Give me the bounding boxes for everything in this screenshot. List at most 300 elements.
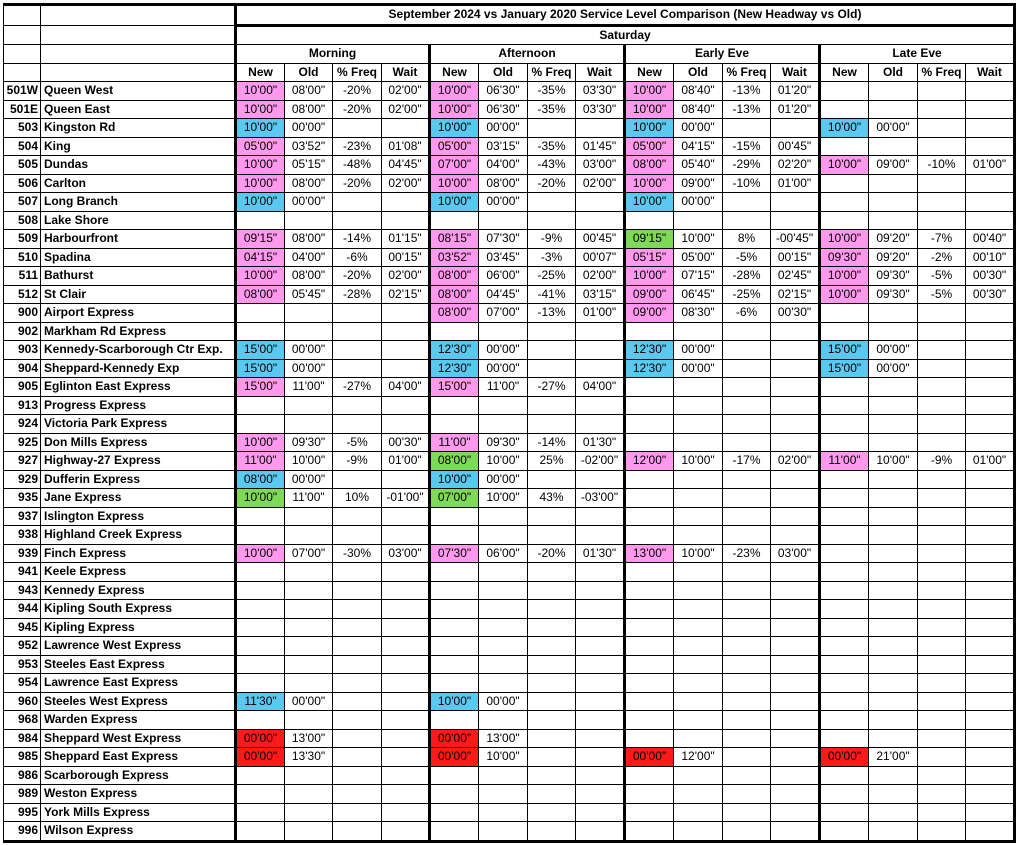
wait-change-cell — [382, 526, 430, 545]
old-headway-cell — [285, 618, 333, 637]
wait-change-cell: 03'15" — [576, 285, 625, 304]
new-headway-cell: 09'00" — [625, 285, 674, 304]
old-headway-cell — [479, 637, 528, 656]
day-header: Saturday — [236, 25, 1015, 45]
new-headway-cell: 08'00" — [430, 304, 479, 323]
new-headway-cell: 08'00" — [236, 285, 285, 304]
new-headway-cell — [820, 137, 869, 156]
new-headway-cell — [236, 655, 285, 674]
new-headway-cell — [820, 415, 869, 434]
wait-change-cell — [771, 378, 820, 397]
new-headway-cell: 11'00" — [820, 452, 869, 471]
old-headway-cell: 00'00" — [285, 470, 333, 489]
freq-change-cell — [918, 748, 966, 767]
old-headway-cell — [285, 822, 333, 842]
wait-change-cell: 03'00" — [576, 156, 625, 175]
wait-change-cell — [771, 785, 820, 804]
table-row — [4, 803, 1015, 822]
route-number: 989 — [4, 785, 41, 804]
new-headway-cell: 10'00" — [820, 230, 869, 249]
old-headway-cell — [285, 785, 333, 804]
freq-change-cell: -6% — [333, 248, 382, 267]
new-headway-cell: 12'30" — [625, 341, 674, 360]
old-headway-cell: 04'00" — [285, 248, 333, 267]
old-headway-cell: 09'30" — [869, 267, 918, 286]
wait-change-cell: 01'00" — [382, 452, 430, 471]
new-headway-cell: 10'00" — [625, 174, 674, 193]
route-name: Dufferin Express — [41, 470, 236, 489]
old-headway-cell: 10'00" — [479, 452, 528, 471]
new-headway-cell — [820, 433, 869, 452]
subheader-wait: Wait — [382, 63, 430, 82]
wait-change-cell — [771, 322, 820, 341]
route-name: Lake Shore — [41, 211, 236, 230]
new-headway-cell — [820, 785, 869, 804]
new-headway-cell — [820, 544, 869, 563]
wait-change-cell — [966, 748, 1015, 767]
wait-change-cell: 01'20" — [771, 82, 820, 101]
freq-change-cell — [918, 211, 966, 230]
subheader-freq: % Freq — [918, 63, 966, 82]
wait-change-cell: 02'00" — [382, 267, 430, 286]
route-number: 509 — [4, 230, 41, 249]
wait-change-cell — [382, 637, 430, 656]
freq-change-cell — [918, 711, 966, 730]
new-headway-cell — [625, 433, 674, 452]
old-headway-cell — [869, 655, 918, 674]
wait-change-cell — [771, 193, 820, 212]
freq-change-cell — [333, 563, 382, 582]
corner-cell — [4, 45, 41, 64]
wait-change-cell — [576, 581, 625, 600]
freq-change-cell: 25% — [528, 452, 576, 471]
wait-change-cell — [771, 507, 820, 526]
table-row — [4, 618, 1015, 637]
new-headway-cell — [820, 637, 869, 656]
new-headway-cell — [236, 563, 285, 582]
period-afternoon: Afternoon — [430, 45, 625, 64]
new-headway-cell — [430, 822, 479, 842]
table-row — [4, 729, 1015, 748]
subheader-new: New — [625, 63, 674, 82]
new-headway-cell — [820, 489, 869, 508]
freq-change-cell — [528, 766, 576, 785]
freq-change-cell — [333, 322, 382, 341]
wait-change-cell — [382, 470, 430, 489]
route-name: Steeles East Express — [41, 655, 236, 674]
wait-change-cell: -03'00" — [576, 489, 625, 508]
freq-change-cell — [528, 507, 576, 526]
route-number: 927 — [4, 452, 41, 471]
freq-change-cell: -14% — [333, 230, 382, 249]
freq-change-cell — [918, 137, 966, 156]
freq-change-cell — [723, 433, 771, 452]
new-headway-cell — [236, 637, 285, 656]
wait-change-cell — [382, 674, 430, 693]
wait-change-cell — [966, 637, 1015, 656]
table-row — [4, 267, 1015, 286]
new-headway-cell — [625, 563, 674, 582]
new-headway-cell — [236, 803, 285, 822]
route-number: 941 — [4, 563, 41, 582]
new-headway-cell — [430, 803, 479, 822]
freq-change-cell: -10% — [723, 174, 771, 193]
wait-change-cell — [771, 803, 820, 822]
wait-change-cell — [771, 489, 820, 508]
wait-change-cell — [576, 711, 625, 730]
wait-change-cell: 02'00" — [576, 267, 625, 286]
wait-change-cell — [966, 766, 1015, 785]
route-number: 900 — [4, 304, 41, 323]
freq-change-cell — [918, 637, 966, 656]
freq-change-cell — [333, 341, 382, 360]
new-headway-cell — [820, 803, 869, 822]
old-headway-cell — [479, 600, 528, 619]
route-name: Airport Express — [41, 304, 236, 323]
freq-change-cell: -15% — [723, 137, 771, 156]
freq-change-cell — [528, 211, 576, 230]
wait-change-cell — [966, 711, 1015, 730]
wait-change-cell — [966, 322, 1015, 341]
new-headway-cell — [820, 766, 869, 785]
wait-change-cell — [771, 396, 820, 415]
freq-change-cell — [918, 396, 966, 415]
wait-change-cell — [576, 748, 625, 767]
old-headway-cell — [674, 563, 723, 582]
wait-change-cell — [966, 674, 1015, 693]
route-name: Kipling South Express — [41, 600, 236, 619]
old-headway-cell — [674, 526, 723, 545]
subheader-wait: Wait — [966, 63, 1015, 82]
new-headway-cell: 10'00" — [625, 100, 674, 119]
freq-change-cell: -35% — [528, 100, 576, 119]
wait-change-cell — [576, 803, 625, 822]
freq-change-cell — [528, 600, 576, 619]
old-headway-cell: 09'00" — [869, 156, 918, 175]
freq-change-cell: -35% — [528, 137, 576, 156]
new-headway-cell: 05'00" — [430, 137, 479, 156]
new-headway-cell: 10'00" — [236, 174, 285, 193]
route-name: Warden Express — [41, 711, 236, 730]
freq-change-cell — [723, 507, 771, 526]
old-headway-cell: 08'00" — [285, 82, 333, 101]
old-headway-cell — [674, 637, 723, 656]
route-number: 507 — [4, 193, 41, 212]
wait-change-cell — [382, 341, 430, 360]
new-headway-cell: 07'00" — [430, 156, 479, 175]
new-headway-cell — [625, 618, 674, 637]
freq-change-cell — [918, 341, 966, 360]
old-headway-cell — [674, 711, 723, 730]
freq-change-cell — [918, 785, 966, 804]
freq-change-cell: -20% — [333, 267, 382, 286]
old-headway-cell — [285, 711, 333, 730]
freq-change-cell — [333, 785, 382, 804]
wait-change-cell — [382, 748, 430, 767]
freq-change-cell: -14% — [528, 433, 576, 452]
freq-change-cell — [918, 822, 966, 842]
freq-change-cell — [918, 322, 966, 341]
wait-change-cell — [382, 655, 430, 674]
new-headway-cell: 10'00" — [236, 267, 285, 286]
corner-cell — [41, 63, 236, 82]
wait-change-cell — [966, 415, 1015, 434]
new-headway-cell — [820, 711, 869, 730]
freq-change-cell: -30% — [333, 544, 382, 563]
freq-change-cell — [528, 193, 576, 212]
freq-change-cell — [333, 119, 382, 138]
new-headway-cell — [430, 637, 479, 656]
old-headway-cell: 11'00" — [285, 489, 333, 508]
wait-change-cell: 00'15" — [771, 248, 820, 267]
table-row — [4, 396, 1015, 415]
table-row — [4, 137, 1015, 156]
old-headway-cell — [674, 433, 723, 452]
table-row — [4, 193, 1015, 212]
freq-change-cell — [528, 581, 576, 600]
new-headway-cell: 10'00" — [236, 544, 285, 563]
wait-change-cell — [382, 822, 430, 842]
freq-change-cell: -20% — [528, 174, 576, 193]
route-number: 925 — [4, 433, 41, 452]
new-headway-cell — [430, 766, 479, 785]
day-row — [4, 25, 1015, 45]
wait-change-cell — [382, 304, 430, 323]
table-row — [4, 415, 1015, 434]
route-name: Bathurst — [41, 267, 236, 286]
wait-change-cell: 02'00" — [382, 100, 430, 119]
old-headway-cell: 09'20" — [869, 230, 918, 249]
new-headway-cell: 10'00" — [236, 156, 285, 175]
new-headway-cell — [820, 581, 869, 600]
old-headway-cell — [674, 766, 723, 785]
wait-change-cell: 00'45" — [771, 137, 820, 156]
freq-change-cell — [918, 100, 966, 119]
old-headway-cell: 00'00" — [869, 359, 918, 378]
route-number: 511 — [4, 267, 41, 286]
new-headway-cell: 10'00" — [625, 82, 674, 101]
wait-change-cell: -01'00" — [382, 489, 430, 508]
new-headway-cell: 13'00" — [625, 544, 674, 563]
freq-change-cell — [918, 766, 966, 785]
wait-change-cell: 03'00" — [382, 544, 430, 563]
new-headway-cell — [625, 415, 674, 434]
route-name: Jane Express — [41, 489, 236, 508]
wait-change-cell — [382, 396, 430, 415]
route-name: Don Mills Express — [41, 433, 236, 452]
freq-change-cell — [333, 729, 382, 748]
freq-change-cell — [918, 507, 966, 526]
wait-change-cell — [966, 526, 1015, 545]
old-headway-cell — [285, 600, 333, 619]
freq-change-cell — [528, 341, 576, 360]
route-name: St Clair — [41, 285, 236, 304]
new-headway-cell: 10'00" — [236, 193, 285, 212]
freq-change-cell — [528, 322, 576, 341]
freq-change-cell: -5% — [918, 267, 966, 286]
old-headway-cell: 06'30" — [479, 82, 528, 101]
old-headway-cell: 00'00" — [674, 359, 723, 378]
wait-change-cell — [576, 766, 625, 785]
new-headway-cell: 10'00" — [430, 193, 479, 212]
new-headway-cell: 05'00" — [625, 137, 674, 156]
subheader-old: Old — [674, 63, 723, 82]
freq-change-cell — [723, 396, 771, 415]
new-headway-cell: 10'00" — [430, 100, 479, 119]
old-headway-cell: 07'00" — [479, 304, 528, 323]
wait-change-cell — [966, 563, 1015, 582]
wait-change-cell: 01'20" — [771, 100, 820, 119]
old-headway-cell — [479, 507, 528, 526]
freq-change-cell: -5% — [723, 248, 771, 267]
wait-change-cell — [382, 193, 430, 212]
route-number: 960 — [4, 692, 41, 711]
old-headway-cell: 04'15" — [674, 137, 723, 156]
old-headway-cell: 03'45" — [479, 248, 528, 267]
table-row — [4, 248, 1015, 267]
freq-change-cell: -29% — [723, 156, 771, 175]
new-headway-cell — [430, 211, 479, 230]
old-headway-cell: 00'00" — [285, 359, 333, 378]
old-headway-cell: 00'00" — [674, 193, 723, 212]
new-headway-cell: 12'30" — [430, 359, 479, 378]
new-headway-cell: 10'00" — [236, 489, 285, 508]
new-headway-cell: 10'00" — [236, 433, 285, 452]
new-headway-cell — [430, 655, 479, 674]
new-headway-cell — [236, 507, 285, 526]
new-headway-cell: 15'00" — [236, 378, 285, 397]
wait-change-cell — [966, 692, 1015, 711]
route-number: 501E — [4, 100, 41, 119]
old-headway-cell — [674, 785, 723, 804]
freq-change-cell: -2% — [918, 248, 966, 267]
subheader-new: New — [820, 63, 869, 82]
wait-change-cell — [576, 729, 625, 748]
freq-change-cell — [528, 748, 576, 767]
wait-change-cell — [382, 563, 430, 582]
old-headway-cell — [479, 581, 528, 600]
old-headway-cell: 00'00" — [479, 119, 528, 138]
old-headway-cell: 08'00" — [285, 100, 333, 119]
freq-change-cell — [918, 470, 966, 489]
table-row — [4, 637, 1015, 656]
new-headway-cell: 10'00" — [820, 156, 869, 175]
new-headway-cell — [430, 526, 479, 545]
subheader-old: Old — [869, 63, 918, 82]
wait-change-cell — [576, 396, 625, 415]
route-name: Finch Express — [41, 544, 236, 563]
freq-change-cell: -35% — [528, 82, 576, 101]
route-name: Kipling Express — [41, 618, 236, 637]
freq-change-cell — [723, 415, 771, 434]
new-headway-cell: 00'00" — [430, 729, 479, 748]
wait-change-cell: 03'30" — [576, 100, 625, 119]
route-name: Carlton — [41, 174, 236, 193]
wait-change-cell — [966, 489, 1015, 508]
freq-change-cell — [918, 82, 966, 101]
new-headway-cell: 05'15" — [625, 248, 674, 267]
new-headway-cell — [625, 637, 674, 656]
freq-change-cell — [333, 600, 382, 619]
route-name: Queen West — [41, 82, 236, 101]
old-headway-cell: 05'45" — [285, 285, 333, 304]
route-name: Harbourfront — [41, 230, 236, 249]
table-row — [4, 507, 1015, 526]
wait-change-cell — [576, 637, 625, 656]
wait-change-cell — [966, 785, 1015, 804]
wait-change-cell: 01'45" — [576, 137, 625, 156]
freq-change-cell — [528, 674, 576, 693]
old-headway-cell: 10'00" — [285, 452, 333, 471]
new-headway-cell: 10'00" — [236, 82, 285, 101]
table-row — [4, 322, 1015, 341]
new-headway-cell — [625, 600, 674, 619]
wait-change-cell — [576, 526, 625, 545]
wait-change-cell — [576, 119, 625, 138]
freq-change-cell: 10% — [333, 489, 382, 508]
freq-change-cell — [333, 359, 382, 378]
old-headway-cell: 09'30" — [479, 433, 528, 452]
new-headway-cell: 08'00" — [625, 156, 674, 175]
new-headway-cell — [236, 822, 285, 842]
title-row — [4, 5, 1015, 26]
old-headway-cell: 13'30" — [285, 748, 333, 767]
freq-change-cell: -28% — [723, 267, 771, 286]
new-headway-cell: 08'15" — [430, 230, 479, 249]
old-headway-cell: 00'00" — [479, 193, 528, 212]
subheader-old: Old — [479, 63, 528, 82]
freq-change-cell — [723, 748, 771, 767]
old-headway-cell: 09'00" — [674, 174, 723, 193]
route-number: 506 — [4, 174, 41, 193]
wait-change-cell — [771, 341, 820, 360]
freq-change-cell — [723, 526, 771, 545]
freq-change-cell: -25% — [723, 285, 771, 304]
route-number: 903 — [4, 341, 41, 360]
old-headway-cell — [869, 322, 918, 341]
route-number: 944 — [4, 600, 41, 619]
freq-change-cell — [723, 489, 771, 508]
corner-cell — [4, 25, 41, 45]
old-headway-cell — [285, 563, 333, 582]
table-row — [4, 433, 1015, 452]
table-row — [4, 82, 1015, 101]
table-row — [4, 452, 1015, 471]
new-headway-cell: 10'00" — [625, 267, 674, 286]
old-headway-cell — [479, 526, 528, 545]
freq-change-cell — [528, 655, 576, 674]
wait-change-cell — [576, 822, 625, 842]
wait-change-cell — [771, 211, 820, 230]
wait-change-cell: 02'00" — [382, 82, 430, 101]
new-headway-cell: 08'00" — [236, 470, 285, 489]
wait-change-cell — [966, 507, 1015, 526]
freq-change-cell — [333, 748, 382, 767]
new-headway-cell: 15'00" — [430, 378, 479, 397]
route-name: Keele Express — [41, 563, 236, 582]
wait-change-cell: 01'30" — [576, 433, 625, 452]
wait-change-cell — [576, 211, 625, 230]
freq-change-cell — [918, 600, 966, 619]
route-name: York Mills Express — [41, 803, 236, 822]
new-headway-cell: 10'00" — [236, 119, 285, 138]
new-headway-cell: 12'30" — [625, 359, 674, 378]
wait-change-cell — [382, 211, 430, 230]
new-headway-cell: 10'00" — [430, 692, 479, 711]
wait-change-cell — [382, 359, 430, 378]
route-name: Scarborough Express — [41, 766, 236, 785]
new-headway-cell — [625, 322, 674, 341]
